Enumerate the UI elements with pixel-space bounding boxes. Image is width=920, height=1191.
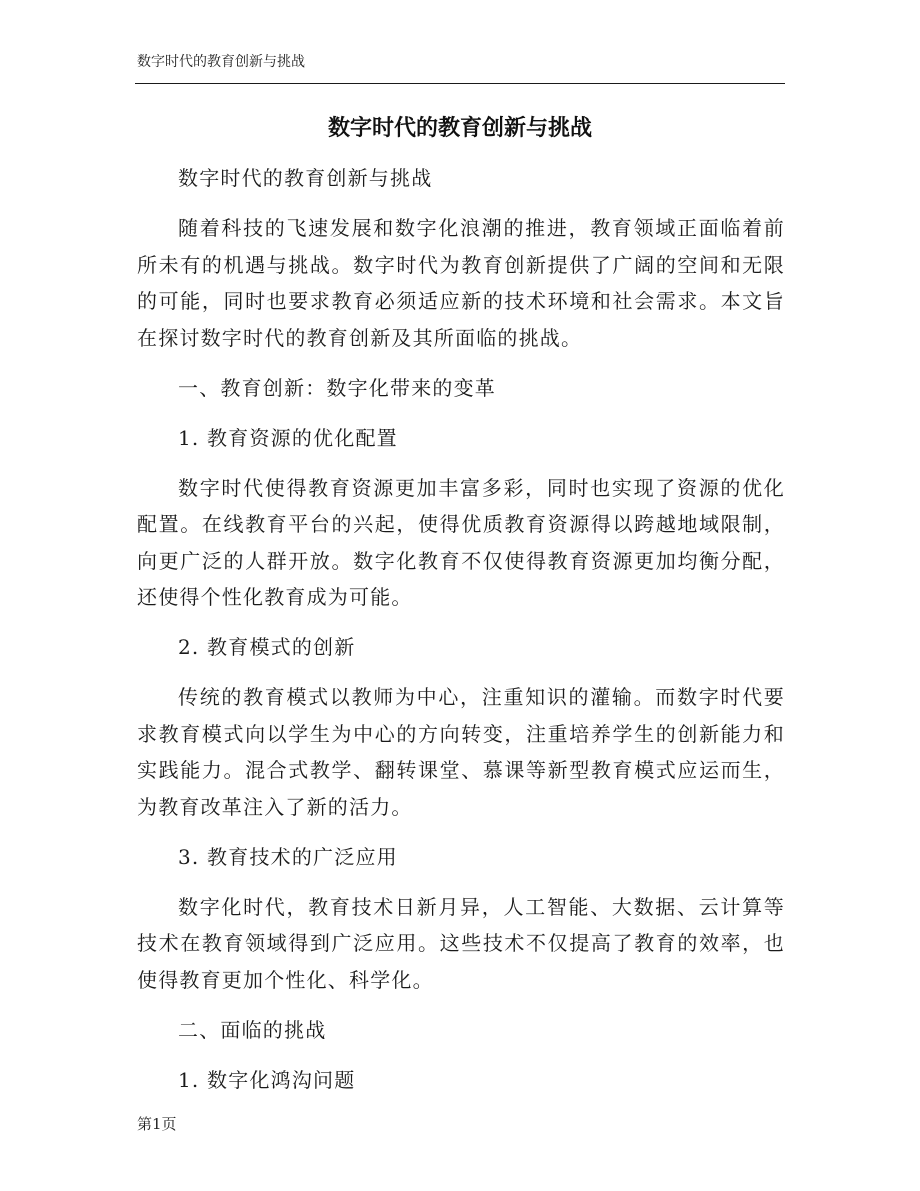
subheading-resources: 1. 教育资源的优化配置 [178,425,398,450]
paragraph-technology: 数字化时代，教育技术日新月异，人工智能、大数据、云计算等技术在教育领域得到广泛应用。这些技术不仅提高了教育的效率，也使得教育更加个性化、科学化。 [137,894,785,992]
paragraph-resources: 数字时代使得教育资源更加丰富多彩，同时也实现了资源的优化配置。在线教育平台的兴起，使得优质教育资源得以跨越地域限制，向更广泛的人群开放。数字化教育不仅使得教育资源更加均衡分配，还使得个性化教育成为可能。 [137,475,785,609]
section-heading-challenges: 二、面临的挑战 [178,1017,327,1042]
running-header: 数字时代的教育创新与挑战 [137,54,305,70]
header-divider [135,83,785,84]
document-body [137,160,785,1112]
document-title: 数字时代的教育创新与挑战 [327,116,592,141]
subheading-technology: 3. 教育技术的广泛应用 [178,844,398,869]
subheading-models: 2. 教育模式的创新 [178,635,356,659]
paragraph-subtitle: 数字时代的教育创新与挑战 [178,166,433,190]
subheading-digital-divide: 1. 数字化鸿沟问题 [178,1067,356,1092]
paragraph-intro: 随着科技的飞速发展和数字化浪潮的推进，教育领域正面临着前所未有的机遇与挑战。数字时代为教育创新提供了广阔的空间和无限的可能，同时也要求教育必须适应新的技术环境和社会需求。本文旨在探讨数字时代的教育创新及其所面临的挑战。 [137,216,785,350]
page-number: 第1页 [137,1115,177,1133]
section-heading-innovation: 一、教育创新：数字化带来的变革 [178,375,496,400]
paragraph-models: 传统的教育模式以教师为中心，注重知识的灌输。而数字时代要求教育模式向以学生为中心的方向转变，注重培养学生的创新能力和实践能力。混合式教学、翻转课堂、慕课等新型教育模式应运而生，为教育改革注入了新的活力。 [137,685,785,819]
